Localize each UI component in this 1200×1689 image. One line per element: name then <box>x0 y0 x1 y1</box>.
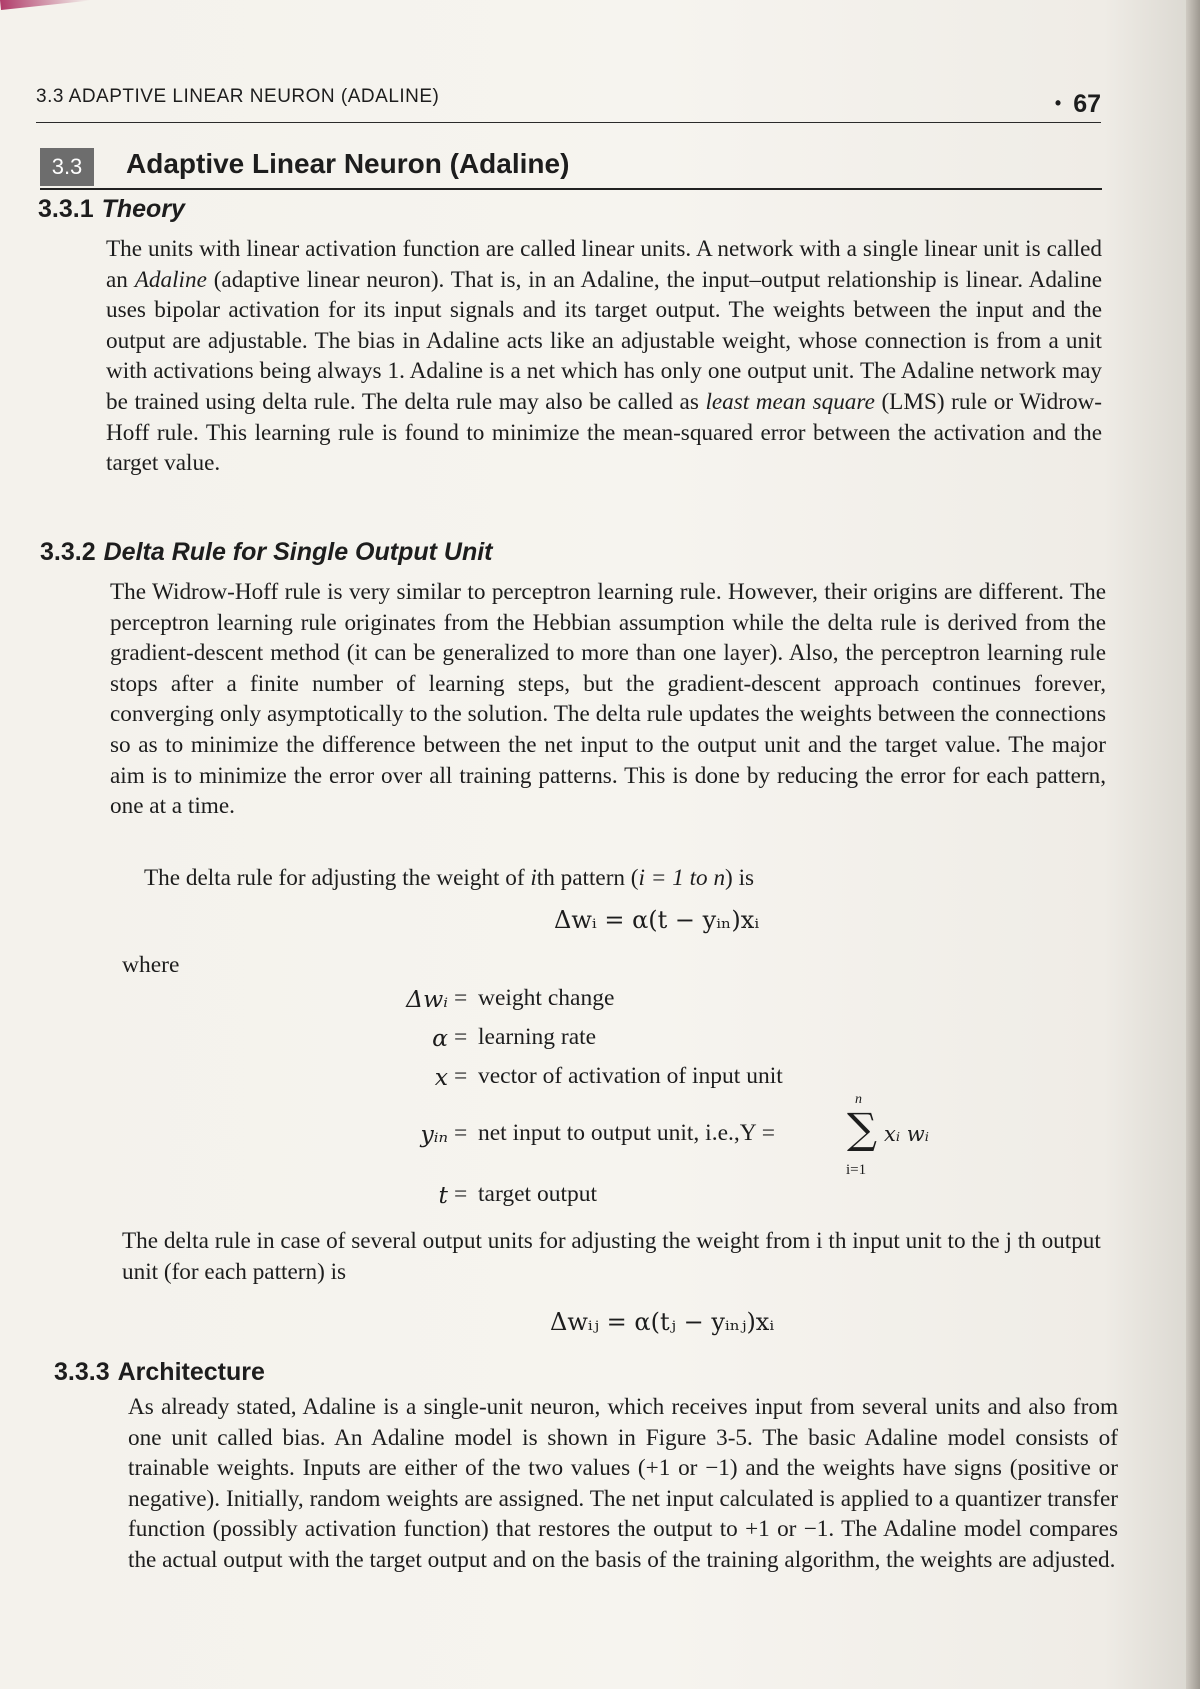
definition-symbol: α <box>432 1024 448 1052</box>
subsection-number: 3.3.1 <box>38 195 94 223</box>
definition-text: learning rate <box>478 1024 597 1050</box>
equals-sign: = <box>454 1063 468 1089</box>
several-outputs-paragraph: The delta rule in case of several output units for adjusting the weight from i th input unit to the j th output unit (for each pattern) is <box>122 1228 1101 1285</box>
definition-text: target output <box>478 1181 598 1207</box>
definition-row <box>350 1120 1050 1152</box>
summation-upper-limit: n <box>855 1092 862 1107</box>
subsection-heading-architecture <box>54 1358 265 1387</box>
emphasis-lms: least mean square <box>705 388 875 415</box>
definition-symbol: t <box>438 1181 448 1209</box>
definition-symbol: Δwᵢ <box>406 985 448 1013</box>
text-run: (adaptive linear neuron). That is, in an Adaline, the input–output relationship is linear. Adaline uses bipolar activation for its input signals and its target output. The weights between the input and the output are adjustable. The bias in Adaline acts like an adjustable weight, whose connection is from a unit with activations being always 1. Adaline is a net which has only one output unit. The Adaline network may be trained using delta rule. The delta rule may also be called as <box>106 266 1102 415</box>
definition-row <box>350 1181 1050 1213</box>
section-heading <box>40 140 1102 190</box>
subsection-heading-delta-rule <box>40 538 493 567</box>
running-head-title: 3.3 ADAPTIVE LINEAR NEURON (ADALINE) <box>36 86 440 107</box>
summation-symbol: ∑ <box>847 1104 877 1153</box>
text-run: ) is <box>725 865 755 891</box>
emphasis-adaline: Adaline <box>134 266 207 293</box>
text-run: th pattern ( <box>536 865 639 891</box>
definition-row <box>350 985 1050 1017</box>
definition-symbol: yᵢₙ <box>420 1120 448 1148</box>
page-number <box>1055 90 1101 119</box>
text-run: The delta rule for adjusting the weight of <box>144 865 531 891</box>
where-label: where <box>122 952 180 978</box>
subsection-number: 3.3.3 <box>54 1358 110 1386</box>
subsection-number: 3.3.2 <box>40 538 96 566</box>
definition-row <box>350 1024 1050 1056</box>
definition-text: net input to output unit, i.e.,Y = <box>478 1120 775 1146</box>
summation-lower-limit: i=1 <box>846 1162 867 1178</box>
corner-mark <box>0 0 91 10</box>
delta-rule-paragraph: The Widrow-Hoff rule is very similar to perceptron learning rule. However, their origins are different. The perceptron learning rule originates from the Hebbian assumption while the delta rule is derived from the gradient-descent method (it can be generalized to more than one layer). Also, the perceptron learning rule stops after a finite number of learning steps, but the gradient-descent approach continues forever, converging only asymptotically to the solution. The delta rule updates the weights between the connections so as to minimize the difference between the net input to the output unit and the target value. The major aim is to minimize the error over all training patterns. This is done by reducing the error for each pattern, one at a time. <box>110 579 1106 820</box>
several-outputs-equation: Δwᵢⱼ = α(tⱼ − yᵢₙⱼ)xᵢ <box>550 1308 775 1336</box>
page-number-value: 67 <box>1073 90 1101 118</box>
text-run: The units with linear activation function are called linear units. A network with a single linear unit is called an <box>106 236 1102 293</box>
page-edge <box>1186 0 1200 1689</box>
subsection-title: Delta Rule for Single Output Unit <box>103 538 493 566</box>
architecture-paragraph: As already stated, Adaline is a single-unit neuron, which receives input from several units and also from one unit called bias. An Adaline model is shown in Figure 3-5. The basic Adaline model consists of trainable weights. Inputs are either of the two values (+1 or −1) and the weights have signs (positive or negative). Initially, random weights are assigned. The net input calculated is applied to a quantizer transfer function (possibly activation function) that restores the output to +1 or −1. The Adaline model compares the actual output with the target output and on the basis of the training algorithm, the weights are adjusted. <box>128 1394 1118 1573</box>
delta-rule-intro <box>144 863 1044 894</box>
text-run: i = 1 to n <box>638 865 726 891</box>
subsection-heading-theory <box>38 195 185 224</box>
definition-text: weight change <box>478 985 615 1011</box>
running-head-bullet: • <box>1054 93 1062 113</box>
text-run: i <box>530 865 537 891</box>
subsection-title: Theory <box>101 195 185 223</box>
text-run: (LMS) rule or Widrow-Hoff rule. This learning rule is found to minimize the mean-squared error between the activation and the target value. <box>106 388 1103 477</box>
definition-symbol: x <box>434 1063 448 1091</box>
equals-sign: = <box>454 1024 468 1050</box>
section-title: Adaptive Linear Neuron (Adaline) <box>126 148 570 179</box>
theory-paragraph <box>106 234 1102 479</box>
delta-rule-equation: Δwᵢ = α(t − yᵢₙ)xᵢ <box>554 906 760 934</box>
definition-text: vector of activation of input unit <box>478 1063 783 1089</box>
section-number-badge: 3.3 <box>40 148 94 186</box>
subsection-title: Architecture <box>117 1358 265 1386</box>
equals-sign: = <box>454 1120 468 1146</box>
definition-row <box>350 1063 1050 1095</box>
equals-sign: = <box>454 985 468 1011</box>
equals-sign: = <box>454 1181 468 1207</box>
summation-term: xᵢ wᵢ <box>884 1122 929 1146</box>
running-head <box>36 84 1101 123</box>
